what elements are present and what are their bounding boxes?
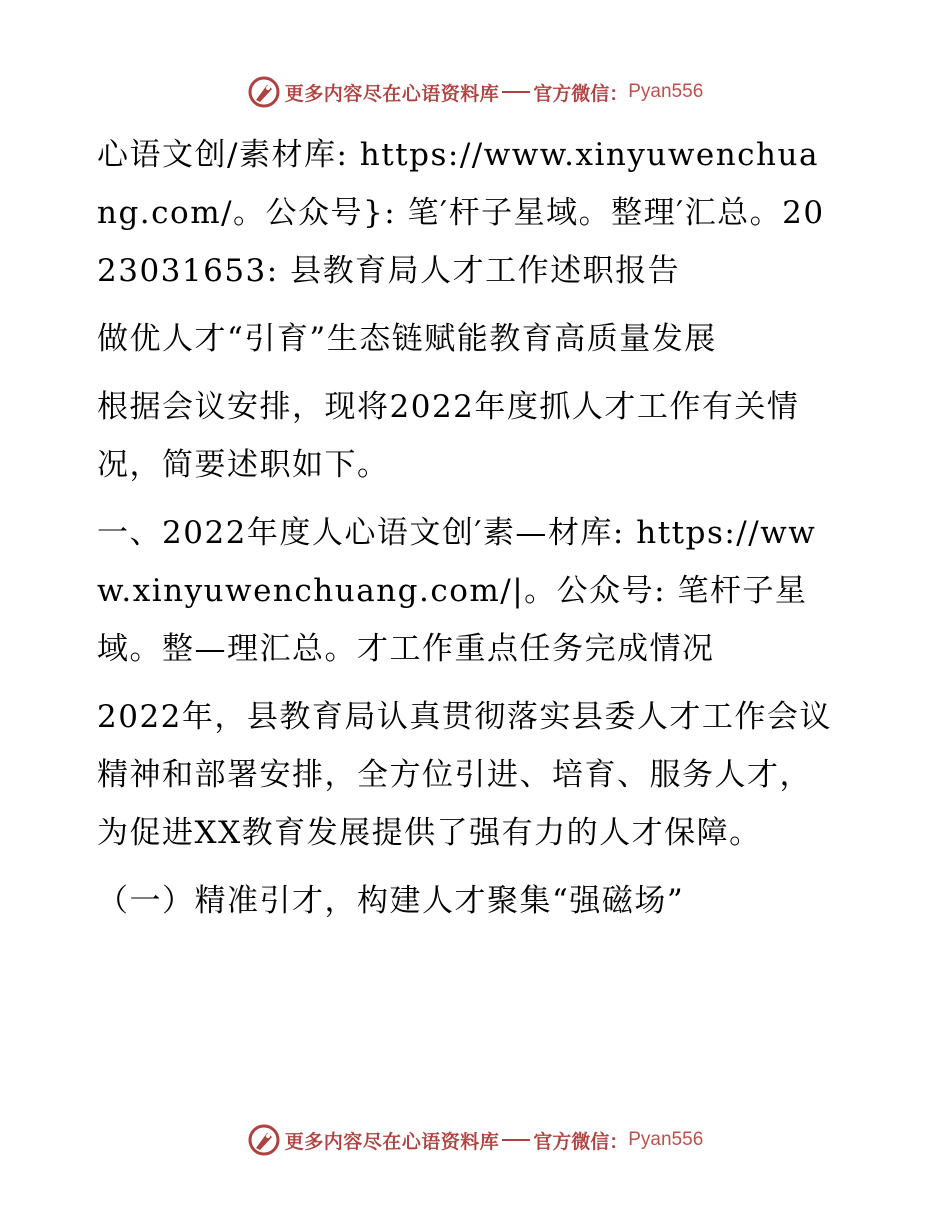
pen-nib-logo-icon [247,75,281,109]
section-1-heading: 一、2022年度人心语文创′素—材库: https://www.xinyuwenchuang.com/|。公众号: 笔杆子星域。整—理汇总。才工作重点任务完成情况 [97,515,817,667]
watermark-banner-bottom [0,1120,950,1160]
subsection-1-heading: （一）精准引才，构建人才聚集“强磁场” [97,883,685,919]
pen-nib-logo-icon [247,1123,281,1157]
watermark-text: 更多内容尽在心语资料库 [284,1130,500,1153]
section-1-body: 2022年，县教育局认真贯彻落实县委人才工作会议精神和部署安排，全方位引进、培育、服务人才，为促进XX教育发展提供了强有力的人才保障。 [97,699,832,851]
watermark-wechat-id: Pyan556 [628,1129,704,1150]
watermark-separator [502,91,530,93]
document-body [97,126,837,930]
watermark-wechat-label: 官方微信： [533,1130,629,1153]
watermark-wechat-label: 官方微信： [533,82,629,105]
watermark-separator [502,1139,530,1141]
watermark-text: 更多内容尽在心语资料库 [284,82,500,105]
header-paragraph: 心语文创/素材库: https://www.xinyuwenchuang.com/。公众号}: 笔′杆子星域。整理′汇总。2023031653: 县教育局人才工作述职报告 [97,137,825,289]
watermark-wechat-id: Pyan556 [628,81,704,102]
intro-paragraph: 根据会议安排，现将2022年度抓人才工作有关情况，简要述职如下。 [97,389,800,483]
document-title: 做优人才“引育”生态链赋能教育高质量发展 [97,321,717,357]
watermark-banner-top [0,72,950,112]
